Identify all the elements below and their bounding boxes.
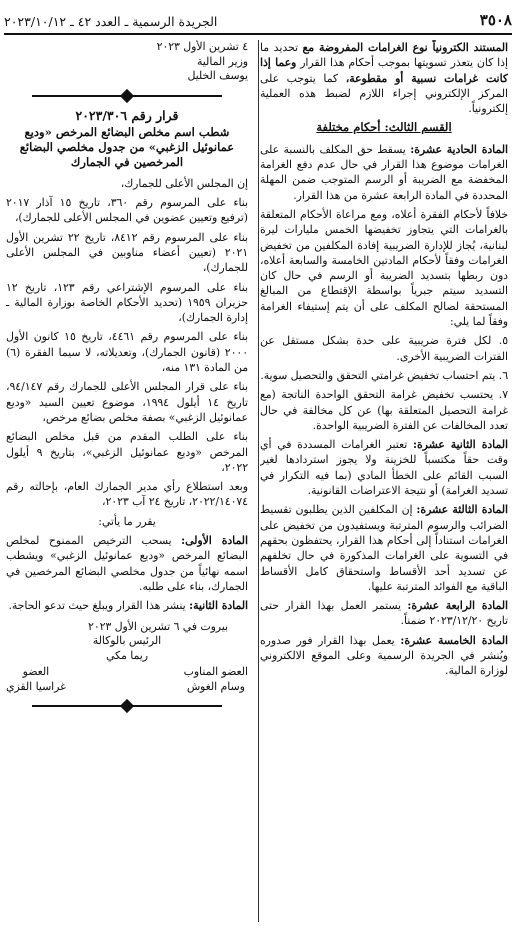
- article-text: يسحب الترخيص الممنوح لمخلص البضائع المرخص «وديع عمانوئيل الزغبي» ويشطب اسمه نهائياً من جدول مخلصي البضائع المرخصين في الجمارك، بناء على طلبه.: [6, 534, 248, 593]
- article-14: [260, 598, 508, 629]
- decides-line: يقرر ما يأتي:: [98, 514, 156, 528]
- article-13: [260, 502, 508, 594]
- article-heading: المادة الحادية عشرة:: [410, 142, 508, 156]
- recital: بناء على قرار المجلس الأعلى للجمارك رقم ٩٤/١٤٧، تاريخ ١٤ أيلول ١٩٩٤، موضوع تعيين السيد «وديع عمانوئيل الزغبي» بصفة مخلص بضائع مرخص،: [6, 380, 248, 424]
- left-column: [6, 40, 248, 926]
- article-text: يسقط حق المكلف بالنسبة على الغرامات موضوع هذا القرار في حال عدم دفع الغرامة المخفضة مع الضريبة أو الرسم المتوجب ضمن المهلة المحددة في المادة الرابعة عشرة من هذا القرار.: [260, 142, 508, 202]
- member-alternate: [184, 665, 248, 694]
- decision-number: قرار رقم ٢٠٢٣/٣٠٦: [75, 107, 179, 123]
- bold-phrase: المستند الكترونياً نوع الغرامات المفروضة مع: [302, 41, 508, 54]
- article-heading: المادة الخامسة عشرة:: [400, 633, 508, 647]
- ornamental-divider: [32, 700, 222, 712]
- signature-members: [6, 665, 248, 694]
- article-text: إن المكلفين الذين يطلبون تقسيط الضرائب والرسوم المترتبة ويستفيدون من تخفيض على الغرامات استناداً إلى أحكام هذا القرار، يحتفظون بحقهم في التسوية على الغرامات المذكورة في حال تخلفهم عن تسديد أحد الأقساط واستحقاق كامل الأقساط الباقية مع الفوائد المترتبة عليها.: [260, 503, 508, 593]
- recital: بناء على المرسوم رقم ٨٤١٢، تاريخ ٢٢ تشرين الأول ٢٠٢١ (تعيين أعضاء مناوبين في المجلس الأعلى للجمارك)،: [6, 230, 248, 275]
- paragraph-continuation: [260, 40, 508, 116]
- member-name: غراسيا القزي: [6, 679, 66, 693]
- council-intro: إن المجلس الأعلى للجمارك،: [120, 176, 248, 190]
- text-run: كما يتوجب على المركز الإلكتروني إجراء اللازم لضبط هذه العملية إلكترونياً.: [260, 71, 508, 116]
- list-item-5: ٥. لكل فترة ضريبية على حدة بشكل مستقل عن الفترات الضريبية الأخرى.: [260, 334, 508, 363]
- journal-issue: الجريدة الرسمية ـ العدد ٤٢ ـ ٢٠٢٣/١٠/١٢: [4, 14, 218, 29]
- member: [6, 665, 66, 694]
- previous-signature: [6, 40, 248, 84]
- bold-phrase: وعما إذا كانت غرامات نسبية أو مقطوعة،: [260, 56, 508, 85]
- article-11: [260, 142, 508, 203]
- signature-name: يوسف الخليل: [187, 69, 248, 82]
- article-15: [260, 633, 508, 679]
- article-heading: المادة الثالثة عشرة:: [416, 503, 508, 517]
- signature-title: وزير المالية: [197, 54, 248, 68]
- section-heading: القسم الثالث: أحكام مختلفة: [316, 120, 452, 135]
- list-item-6: ٦. يتم احتساب تخفيض غرامتي التحقق والتحصيل سوية.: [260, 368, 508, 382]
- decision-signature: [6, 620, 248, 695]
- signature-date: ٤ تشرين الأول ٢٠٢٣: [156, 40, 248, 53]
- article-11-paragraph-2: خلافاً لأحكام الفقرة أعلاه، ومع مراعاة الأحكام المتعلقة بالغرامات التي يتجاوز تخفيضها الخمس مليارات ليرة لبنانية، يُجاز للإدارة الضريبية إفادة المكلفين من تخفيض الغرامات وفقاً لأحكام المادتين الخامسة والسابعة أعلاه، دون ربطها بتسديد الضريبة أو الرسم في حال كان التسديد سيتم جبرياً بواسطة الإقتطاع من المبالغ المستحقة لصالح المكلف على أن يتم إستيفاء الغرامة وفقاً لما يلي:: [260, 207, 508, 329]
- right-column: [260, 40, 508, 926]
- article-heading: المادة الرابعة عشرة:: [407, 599, 508, 613]
- page-header: [4, 6, 512, 32]
- member-title: العضو: [22, 665, 50, 679]
- decision-subtitle: شطب اسم مخلص البضائع المرخص «وديع عمانوئيل الزغبي» من جدول مخلصي البضائع المرخصين في الجمارك: [19, 124, 235, 169]
- text-run: تحديد ما إذا كان يتعذر تسويتها بموجب أحكام هذا القرار: [260, 41, 508, 70]
- member-title: العضو المناوب: [183, 665, 248, 679]
- recital: بناء على الطلب المقدم من قبل مخلص البضائع المرخص «وديع عمانوئيل الزغبي»، بتاريخ ٩ أيلول ٢٠٢٢،: [6, 430, 248, 474]
- signature-place-date: بيروت في ٦ تشرين الأول ٢٠٢٣: [88, 619, 228, 633]
- article-12: [260, 437, 508, 498]
- article-heading: المادة الثانية:: [189, 599, 248, 613]
- signature-role: الرئيس بالوكالة: [92, 634, 162, 648]
- ornamental-divider: [32, 90, 222, 102]
- article-2: [6, 598, 248, 613]
- header-rule: [4, 33, 512, 35]
- article-heading: المادة الثانية عشرة:: [413, 438, 508, 452]
- page-number: ٣٥٠٨: [479, 11, 512, 29]
- recital: وبعد استطلاع رأي مدير الجمارك العام، بإحالته رقم ٢٠٢٢/١٤٠٧٤، تاريخ ٢٤ آب ٢٠٢٣،: [6, 480, 248, 509]
- article-text: يستمر العمل بهذا القرار حتى تاريخ ٢٠٢٣/١٢/٢٠ ضمناً.: [260, 599, 508, 628]
- column-divider: [258, 40, 259, 922]
- signature-chair-name: ريما مكي: [106, 648, 148, 662]
- article-1: [6, 533, 248, 594]
- article-text: يعمل بهذا القرار فور صدوره ويُنشر في الجريدة الرسمية وعلى الموقع الالكتروني لوزارة المالية.: [260, 633, 508, 678]
- member-name: وسام الغوش: [186, 679, 245, 693]
- list-item-7: ٧. يحتسب تخفيض غرامة التحقق الواحدة الناتجة (مع غرامة التحصيل المتعلقة بها) عن كل مخالفة في حال تعدد المخالفات عن الفترة الضريبية الواحدة.: [260, 388, 508, 432]
- article-text: تعتبر الغرامات المسددة في أي وقت حقاً مكتسباً للخزينة ولا يجوز استردادها لغير السبب القائم على الخطأ المادي (بما فيه التكرار في تسديد الغرامة) أو نتيجة الاعتراضات القانونية.: [260, 438, 508, 498]
- article-text: ينشر هذا القرار ويبلغ حيث تدعو الحاجة.: [8, 599, 186, 613]
- recital: بناء على المرسوم رقم ٤٤٦١، تاريخ ١٥ كانون الأول ٢٠٠٠ (قانون الجمارك)، وتعديلاته، لا سيما الفقرة (٦) من المادة ١٣١ منه،: [6, 330, 248, 375]
- article-heading: المادة الأولى:: [181, 534, 248, 548]
- recital: بناء على المرسوم الإشتراعي رقم ١٢٣، تاريخ ١٢ حزيران ١٩٥٩ (تحديد الأحكام الخاصة بوزارة المالية ـ إدارة الجمارك)،: [6, 280, 248, 325]
- recital: بناء على المرسوم رقم ٣٦٠، تاريخ ١٥ آذار ٢٠١٧ (ترفيع وتعيين عضوين في المجلس الأعلى للجمارك)،: [6, 196, 248, 225]
